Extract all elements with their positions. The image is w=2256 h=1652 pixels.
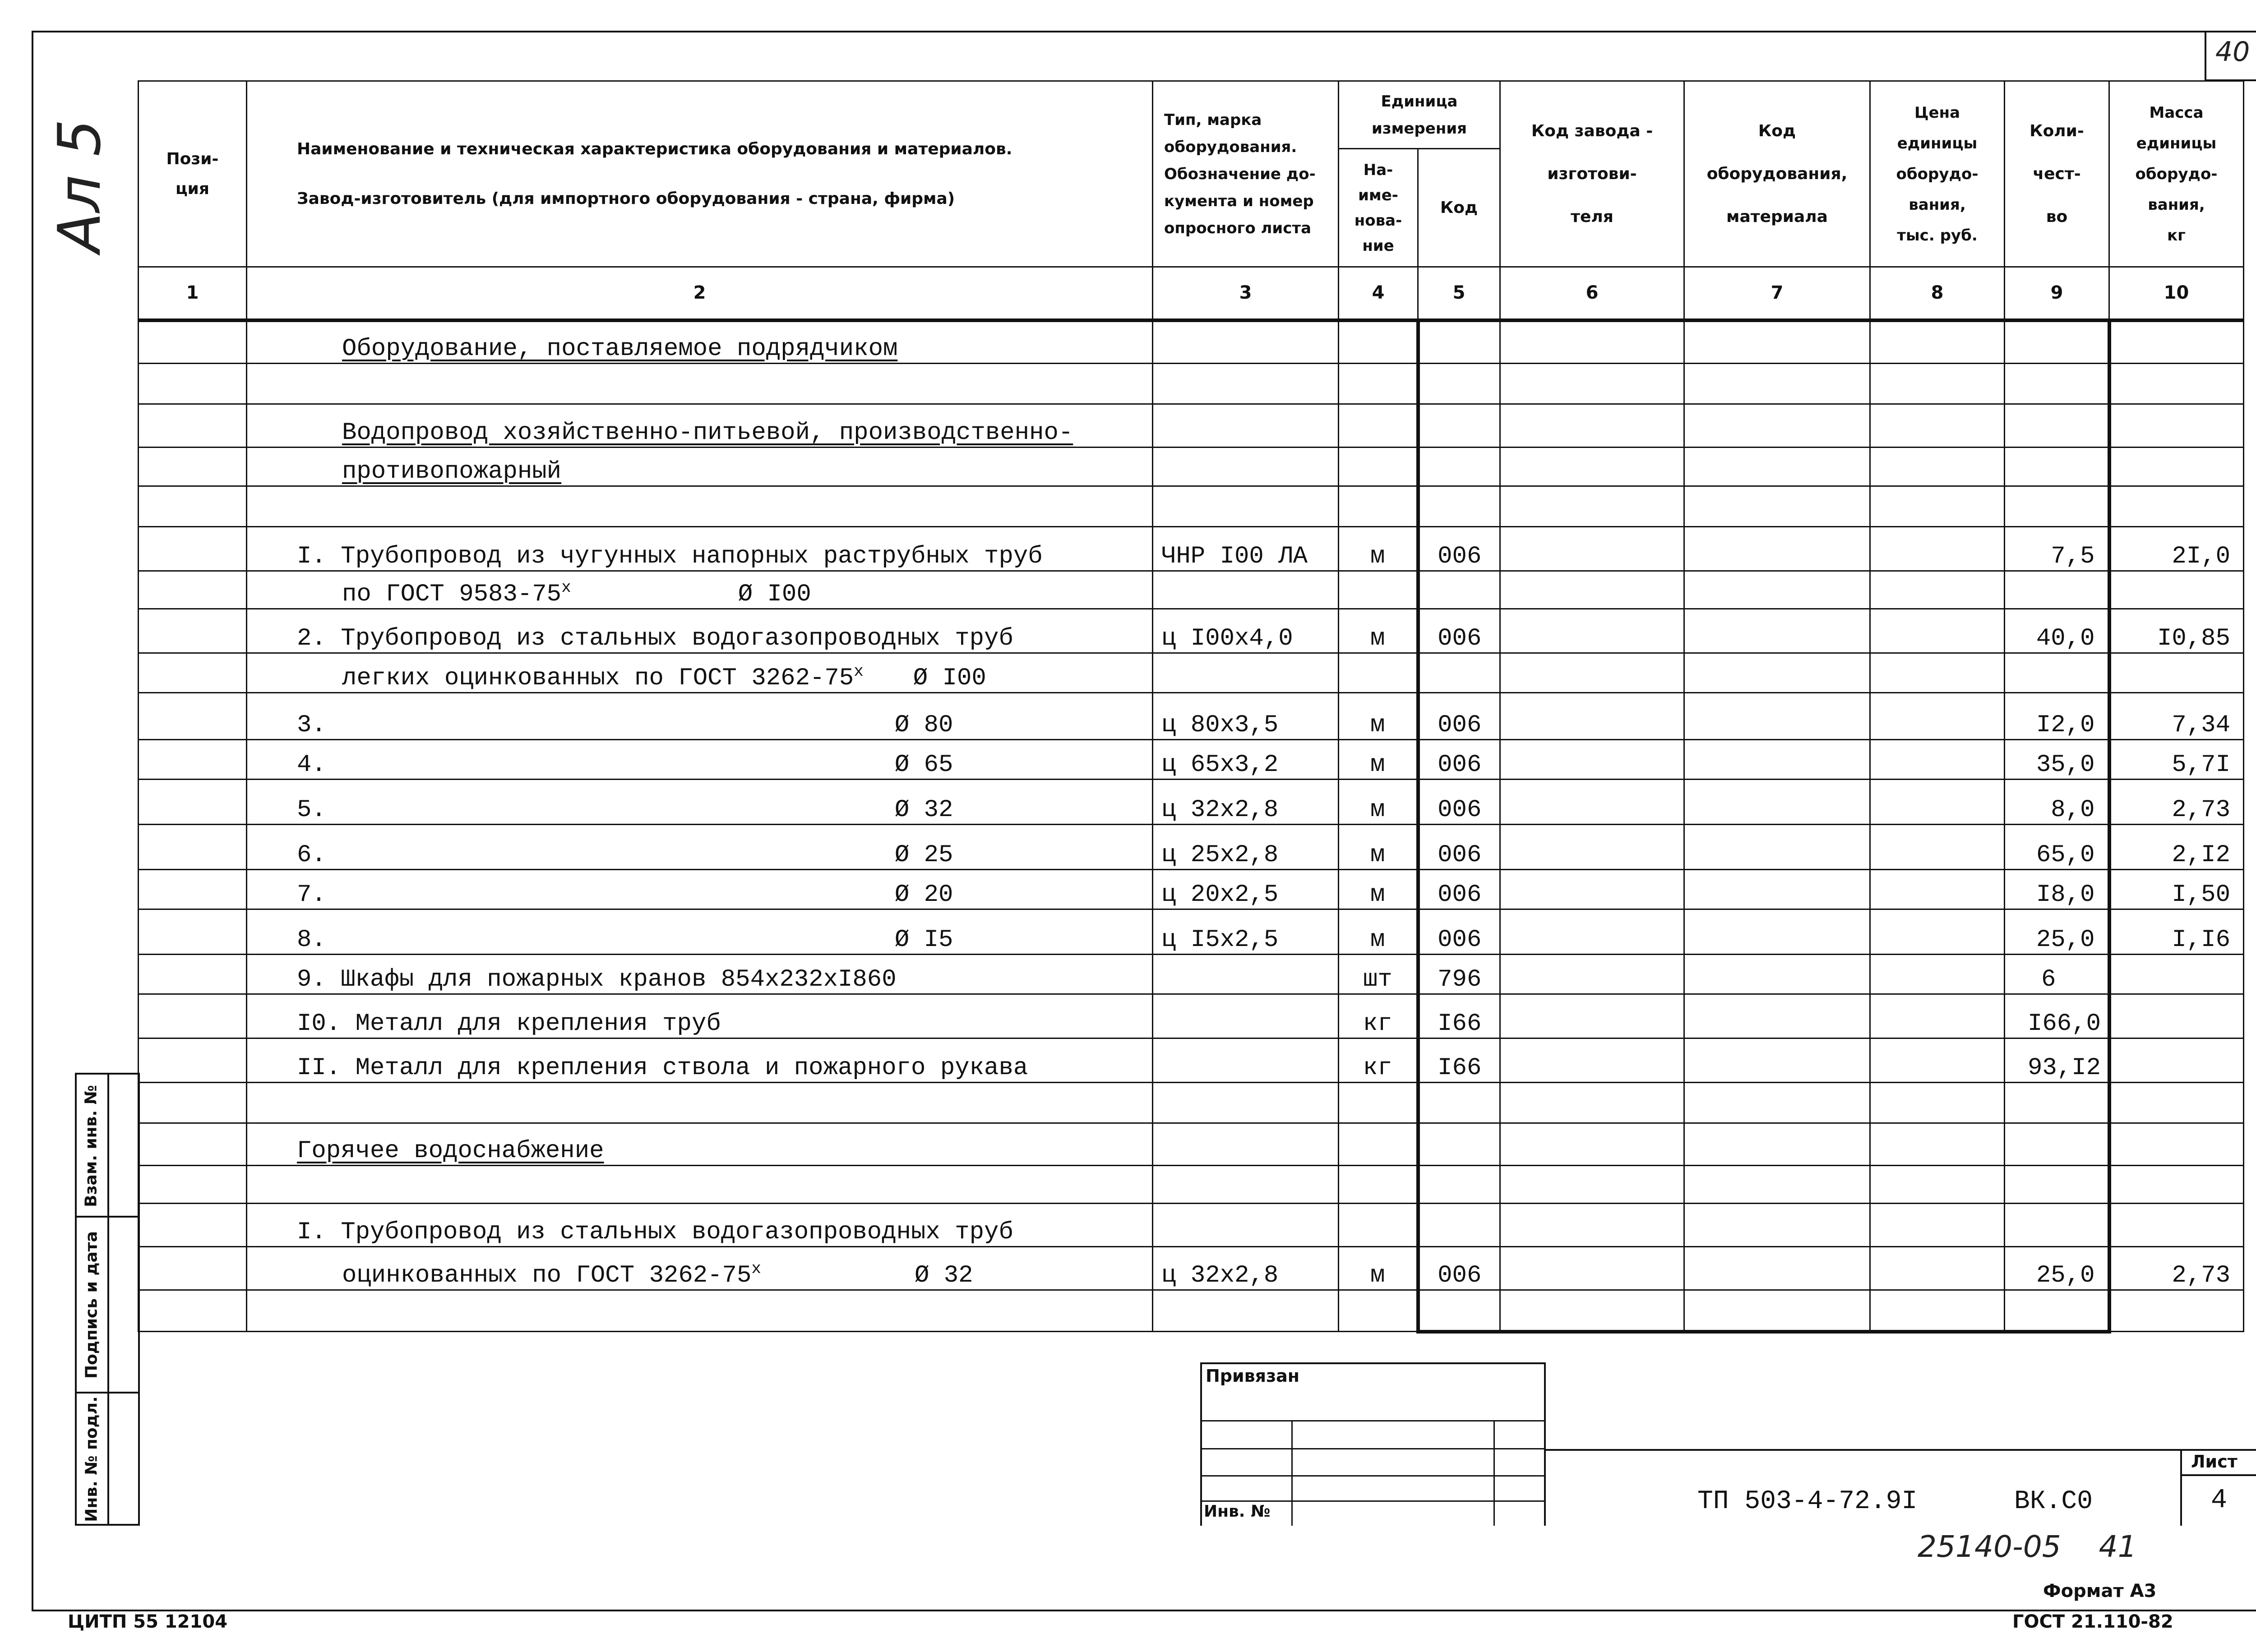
table-row [139, 404, 2244, 448]
table-row [139, 955, 2244, 994]
item-name: 4. Ø 65 [247, 740, 1153, 780]
item-type: ц 32х2,8 [1153, 780, 1339, 825]
table-row [139, 994, 2244, 1038]
item-quantity: I66,0 [2005, 994, 2109, 1038]
side-strip-divider [107, 1073, 109, 1526]
item-type: ц 25х2,8 [1153, 825, 1339, 870]
item-name: 2. Трубопровод из стальных водогазопроводных труб [247, 609, 1153, 653]
table-row [139, 609, 2244, 653]
header-type: Тип, марка оборудования. Обозначение до- кумента и номер опросного листа [1153, 81, 1339, 267]
table-row [139, 1123, 2244, 1166]
item-mass: 2,73 [2109, 1247, 2244, 1290]
item-unit: м [1339, 780, 1418, 825]
header-unit-code: Код [1418, 149, 1500, 267]
stamp-hline [2180, 1474, 2256, 1476]
stamp-hline [1546, 1449, 2256, 1451]
item-unit: м [1339, 870, 1418, 909]
item-name: 3. Ø 80 [247, 693, 1153, 740]
table-row [139, 1247, 2244, 1290]
stamp-vline [1493, 1420, 1495, 1526]
table-row [139, 320, 2244, 364]
header-price: Цена единицы оборудо- вания, тыс. руб. [1870, 81, 2005, 267]
item-quantity: I2,0 [2005, 693, 2109, 740]
side-strip-divider [75, 1216, 140, 1218]
signature-date-label: Подпись и дата [82, 1231, 101, 1379]
item-type: ц 65х3,2 [1153, 740, 1339, 780]
table-row [139, 1038, 2244, 1083]
table-row [139, 780, 2244, 825]
item-quantity: 8,0 [2005, 780, 2109, 825]
col-num: 3 [1153, 267, 1339, 320]
table-row [139, 527, 2244, 571]
citp-label: ЦИТП 55 12104 [68, 1611, 228, 1632]
privyazan-label: Привязан [1206, 1366, 1300, 1386]
item-unit-code: 006 [1418, 609, 1500, 653]
item-name: 8. Ø I5 [247, 909, 1153, 955]
item-mass: I,I6 [2109, 909, 2244, 955]
section-title: Горячее водоснабжение [297, 1137, 604, 1165]
item-name-cont: по ГОСТ $9583-75^х$ Ø I00 [247, 571, 1153, 609]
item-unit-code: I66 [1418, 1038, 1500, 1083]
table-row [139, 448, 2244, 486]
item-unit-code: 796 [1418, 955, 1500, 994]
item-mass: I,50 [2109, 870, 2244, 909]
item-name-cont: легких оцинкованных по ГОСТ $3262-75^х$ Ø I00 [247, 653, 1153, 693]
item-quantity: 7,5 [2005, 527, 2109, 571]
item-unit: кг [1339, 994, 1418, 1038]
item-name-cont: оцинкованных по ГОСТ $3262-75^х$ Ø 32 [247, 1247, 1153, 1290]
sheet-number: 4 [2211, 1485, 2228, 1516]
section-title: противопожарный [342, 458, 562, 485]
handwritten-code: 25140-05 41 [1918, 1529, 2137, 1564]
item-quantity: I8,0 [2005, 870, 2109, 909]
item-name: 9. Шкафы для пожарных кранов 854х232хI860 [247, 955, 1153, 994]
item-unit: кг [1339, 1038, 1418, 1083]
item-type: ц 20х2,5 [1153, 870, 1339, 909]
item-unit-code: 006 [1418, 870, 1500, 909]
header-plant-code: Код завода - изготови- теля [1500, 81, 1684, 267]
item-quantity: 25,0 [2005, 1247, 2109, 1290]
replace-inv-label: Взам. инв. № [82, 1085, 101, 1207]
item-mass: 2,73 [2109, 780, 2244, 825]
format-label: Формат А3 [2043, 1581, 2157, 1601]
section-title: Водопровод хозяйственно-питьевой, производственно- [342, 419, 1073, 447]
col-num: 1 [139, 267, 247, 320]
header-quantity: Коли- чест- во [2005, 81, 2109, 267]
table-row [139, 740, 2244, 780]
item-unit: м [1339, 527, 1418, 571]
table-row [139, 653, 2244, 693]
item-name: 7. Ø 20 [247, 870, 1153, 909]
item-quantity: 6 [2005, 955, 2109, 994]
item-quantity: 93,I2 [2005, 1038, 2109, 1083]
item-quantity: 25,0 [2005, 909, 2109, 955]
col-num: 9 [2005, 267, 2109, 320]
item-type: ц 80х3,5 [1153, 693, 1339, 740]
header-mass: Масса единицы оборудо- вания, кг [2109, 81, 2244, 267]
item-quantity: 40,0 [2005, 609, 2109, 653]
specification-table [138, 80, 2244, 1334]
table-row [139, 1204, 2244, 1247]
item-unit: шт [1339, 955, 1418, 994]
table-row [139, 825, 2244, 870]
section-title: Оборудование, поставляемое подрядчиком [342, 335, 898, 363]
inv-original-label: Инв. № подл. [82, 1396, 101, 1522]
item-unit: м [1339, 1247, 1418, 1290]
side-strip-divider [75, 1392, 140, 1394]
table-row [139, 571, 2244, 609]
item-name: 6. Ø 25 [247, 825, 1153, 870]
item-type: ц I00х4,0 [1153, 609, 1339, 653]
document-code: ТП 503-4-72.9I [1697, 1487, 1918, 1516]
item-quantity: 65,0 [2005, 825, 2109, 870]
stamp-vline [1291, 1420, 1293, 1526]
page-number: 40 [2215, 36, 2250, 68]
item-unit-code: 006 [1418, 909, 1500, 955]
item-name: I. Трубопровод из стальных водогазопроводных труб [247, 1204, 1153, 1247]
item-name: II. Металл для крепления ствола и пожарного рукава [247, 1038, 1153, 1083]
item-mass: 5,7I [2109, 740, 2244, 780]
item-unit: м [1339, 693, 1418, 740]
column-numbers-row [139, 267, 2244, 320]
table-row [139, 693, 2244, 740]
header-row-1 [139, 81, 2244, 149]
item-unit-code: 006 [1418, 780, 1500, 825]
item-type: ЧНР I00 ЛА [1153, 527, 1339, 571]
item-unit-code: 006 [1418, 825, 1500, 870]
table-row [139, 870, 2244, 909]
table-row [139, 1166, 2244, 1204]
handwritten-side-mark: Ал 5 [45, 119, 114, 253]
item-type: ц 32х2,8 [1153, 1247, 1339, 1290]
col-num: 8 [1870, 267, 2005, 320]
item-mass: 2,I2 [2109, 825, 2244, 870]
item-unit-code: 006 [1418, 693, 1500, 740]
item-unit-code: 006 [1418, 1247, 1500, 1290]
table-row [139, 909, 2244, 955]
header-equipment-code: Код оборудования, материала [1684, 81, 1870, 267]
col-num: 5 [1418, 267, 1500, 320]
item-unit: м [1339, 609, 1418, 653]
sheet-label: Лист [2191, 1452, 2238, 1472]
item-name: I. Трубопровод из чугунных напорных раструбных труб [247, 527, 1153, 571]
col-num: 6 [1500, 267, 1684, 320]
table-row [139, 486, 2244, 527]
item-mass: 2I,0 [2109, 527, 2244, 571]
item-unit: м [1339, 740, 1418, 780]
header-unit: Единица измерения [1339, 81, 1500, 149]
item-unit: м [1339, 825, 1418, 870]
item-unit-code: I66 [1418, 994, 1500, 1038]
item-mass: 7,34 [2109, 693, 2244, 740]
item-unit-code: 006 [1418, 527, 1500, 571]
gost-label: ГОСТ 21.110-82 [2012, 1611, 2173, 1632]
col-num: 4 [1339, 267, 1418, 320]
item-mass: I0,85 [2109, 609, 2244, 653]
table-row [139, 1290, 2244, 1332]
item-unit-code: 006 [1418, 740, 1500, 780]
item-quantity: 35,0 [2005, 740, 2109, 780]
stamp-vline [2180, 1449, 2182, 1526]
col-num: 7 [1684, 267, 1870, 320]
item-type: ц I5х2,5 [1153, 909, 1339, 955]
header-unit-name: На- име- нова- ние [1339, 149, 1418, 267]
col-num: 2 [247, 267, 1153, 320]
item-name: 5. Ø 32 [247, 780, 1153, 825]
table-row [139, 364, 2244, 404]
stamp-hline [1200, 1362, 1546, 1364]
item-name: I0. Металл для крепления труб [247, 994, 1153, 1038]
header-position: Пози- ция [139, 81, 247, 267]
inv-no-label: Инв. № [1204, 1502, 1271, 1521]
header-name: Наименование и техническая характеристика оборудования и материалов. Завод-изготовитель (для импортного оборудования - страна, фирма) [247, 81, 1153, 267]
table-row [139, 1083, 2244, 1123]
document-mark: ВК.С0 [2014, 1487, 2093, 1516]
col-num: 10 [2109, 267, 2244, 320]
item-unit: м [1339, 909, 1418, 955]
